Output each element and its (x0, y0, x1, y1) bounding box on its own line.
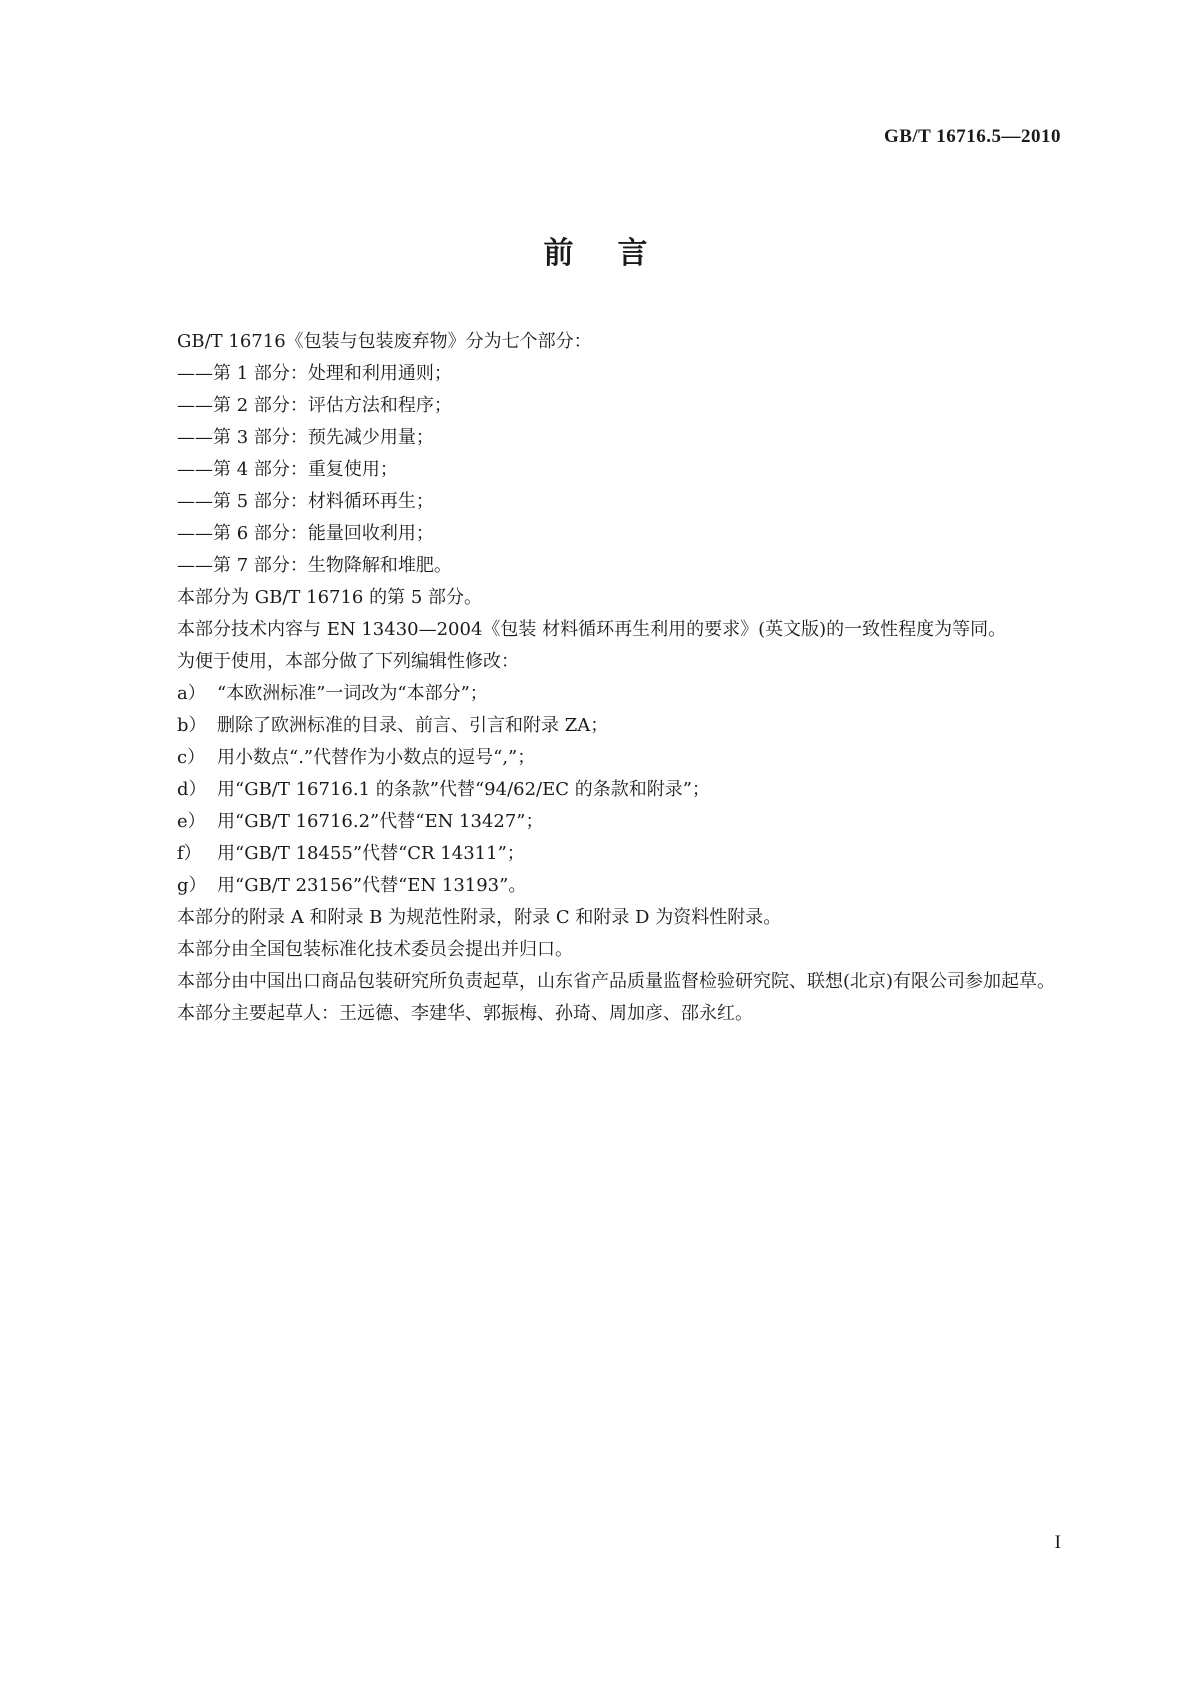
part-item: ——第 1 部分：处理和利用通则； (177, 363, 452, 384)
edit-text: “本欧洲标准”一词改为“本部分”； (217, 683, 488, 704)
edit-item (121, 806, 1066, 838)
part-item: ——第 2 部分：评估方法和程序； (177, 395, 452, 416)
edit-marker: b） (177, 715, 207, 736)
part-item: ——第 3 部分：预先减少用量； (177, 427, 434, 448)
edit-marker: f） (177, 843, 202, 864)
part-item: ——第 5 部分：材料循环再生； (177, 491, 434, 512)
edit-item (121, 710, 1066, 742)
part-statement: 本部分为 GB/T 16716 的第 5 部分。 (177, 587, 482, 608)
edit-text: 用小数点“.”代替作为小数点的逗号“,”； (217, 747, 536, 768)
edits-intro: 为便于使用，本部分做了下列编辑性修改： (177, 651, 519, 672)
edit-text: 用“GB/T 16716.1 的条款”代替“94/62/EC 的条款和附录”； (217, 779, 710, 800)
edit-text: 用“GB/T 18455”代替“CR 14311”； (217, 843, 525, 864)
drafting-units-paragraph: 本部分由中国出口商品包装研究所负责起草，山东省产品质量监督检验研究院、联想(北京)有限公司参加起草。 (177, 971, 1056, 992)
edit-marker: c） (177, 747, 206, 768)
part-item: ——第 7 部分：生物降解和堆肥。 (177, 555, 452, 576)
annexes-paragraph: 本部分的附录 A 和附录 B 为规范性附录，附录 C 和附录 D 为资料性附录。 (177, 907, 782, 928)
edit-text: 用“GB/T 23156”代替“EN 13193”。 (217, 875, 527, 896)
edit-marker: a） (177, 683, 206, 704)
proposer-paragraph: 本部分由全国包装标准化技术委员会提出并归口。 (177, 939, 573, 960)
intro-paragraph: GB/T 16716《包装与包装废弃物》分为七个部分： (177, 331, 592, 352)
edit-marker: d） (177, 779, 207, 800)
edit-item (121, 774, 1066, 806)
edit-item (121, 678, 1066, 710)
page-number: I (1054, 1532, 1061, 1553)
standard-code: GB/T 16716.5—2010 (883, 126, 1061, 147)
page-title: 前言 (543, 236, 692, 271)
edit-item (121, 870, 1066, 902)
part-item: ——第 4 部分：重复使用； (177, 459, 398, 480)
edit-marker: g） (177, 875, 207, 896)
edit-text: 删除了欧洲标准的目录、前言、引言和附录 ZA； (217, 715, 609, 736)
edit-item (121, 742, 1066, 774)
edit-marker: e） (177, 811, 206, 832)
drafters-paragraph: 本部分主要起草人：王远德、李建华、郭振梅、孙琦、周加彦、邵永红。 (177, 1003, 753, 1024)
consistency-paragraph: 本部分技术内容与 EN 13430—2004《包装 材料循环再生利用的要求》(英文版)的一致性程度为等同。 (177, 619, 1007, 640)
foreword-body (121, 326, 1066, 1030)
part-item: ——第 6 部分：能量回收利用； (177, 523, 434, 544)
edit-item (121, 838, 1066, 870)
edit-text: 用“GB/T 16716.2”代替“EN 13427”； (217, 811, 544, 832)
